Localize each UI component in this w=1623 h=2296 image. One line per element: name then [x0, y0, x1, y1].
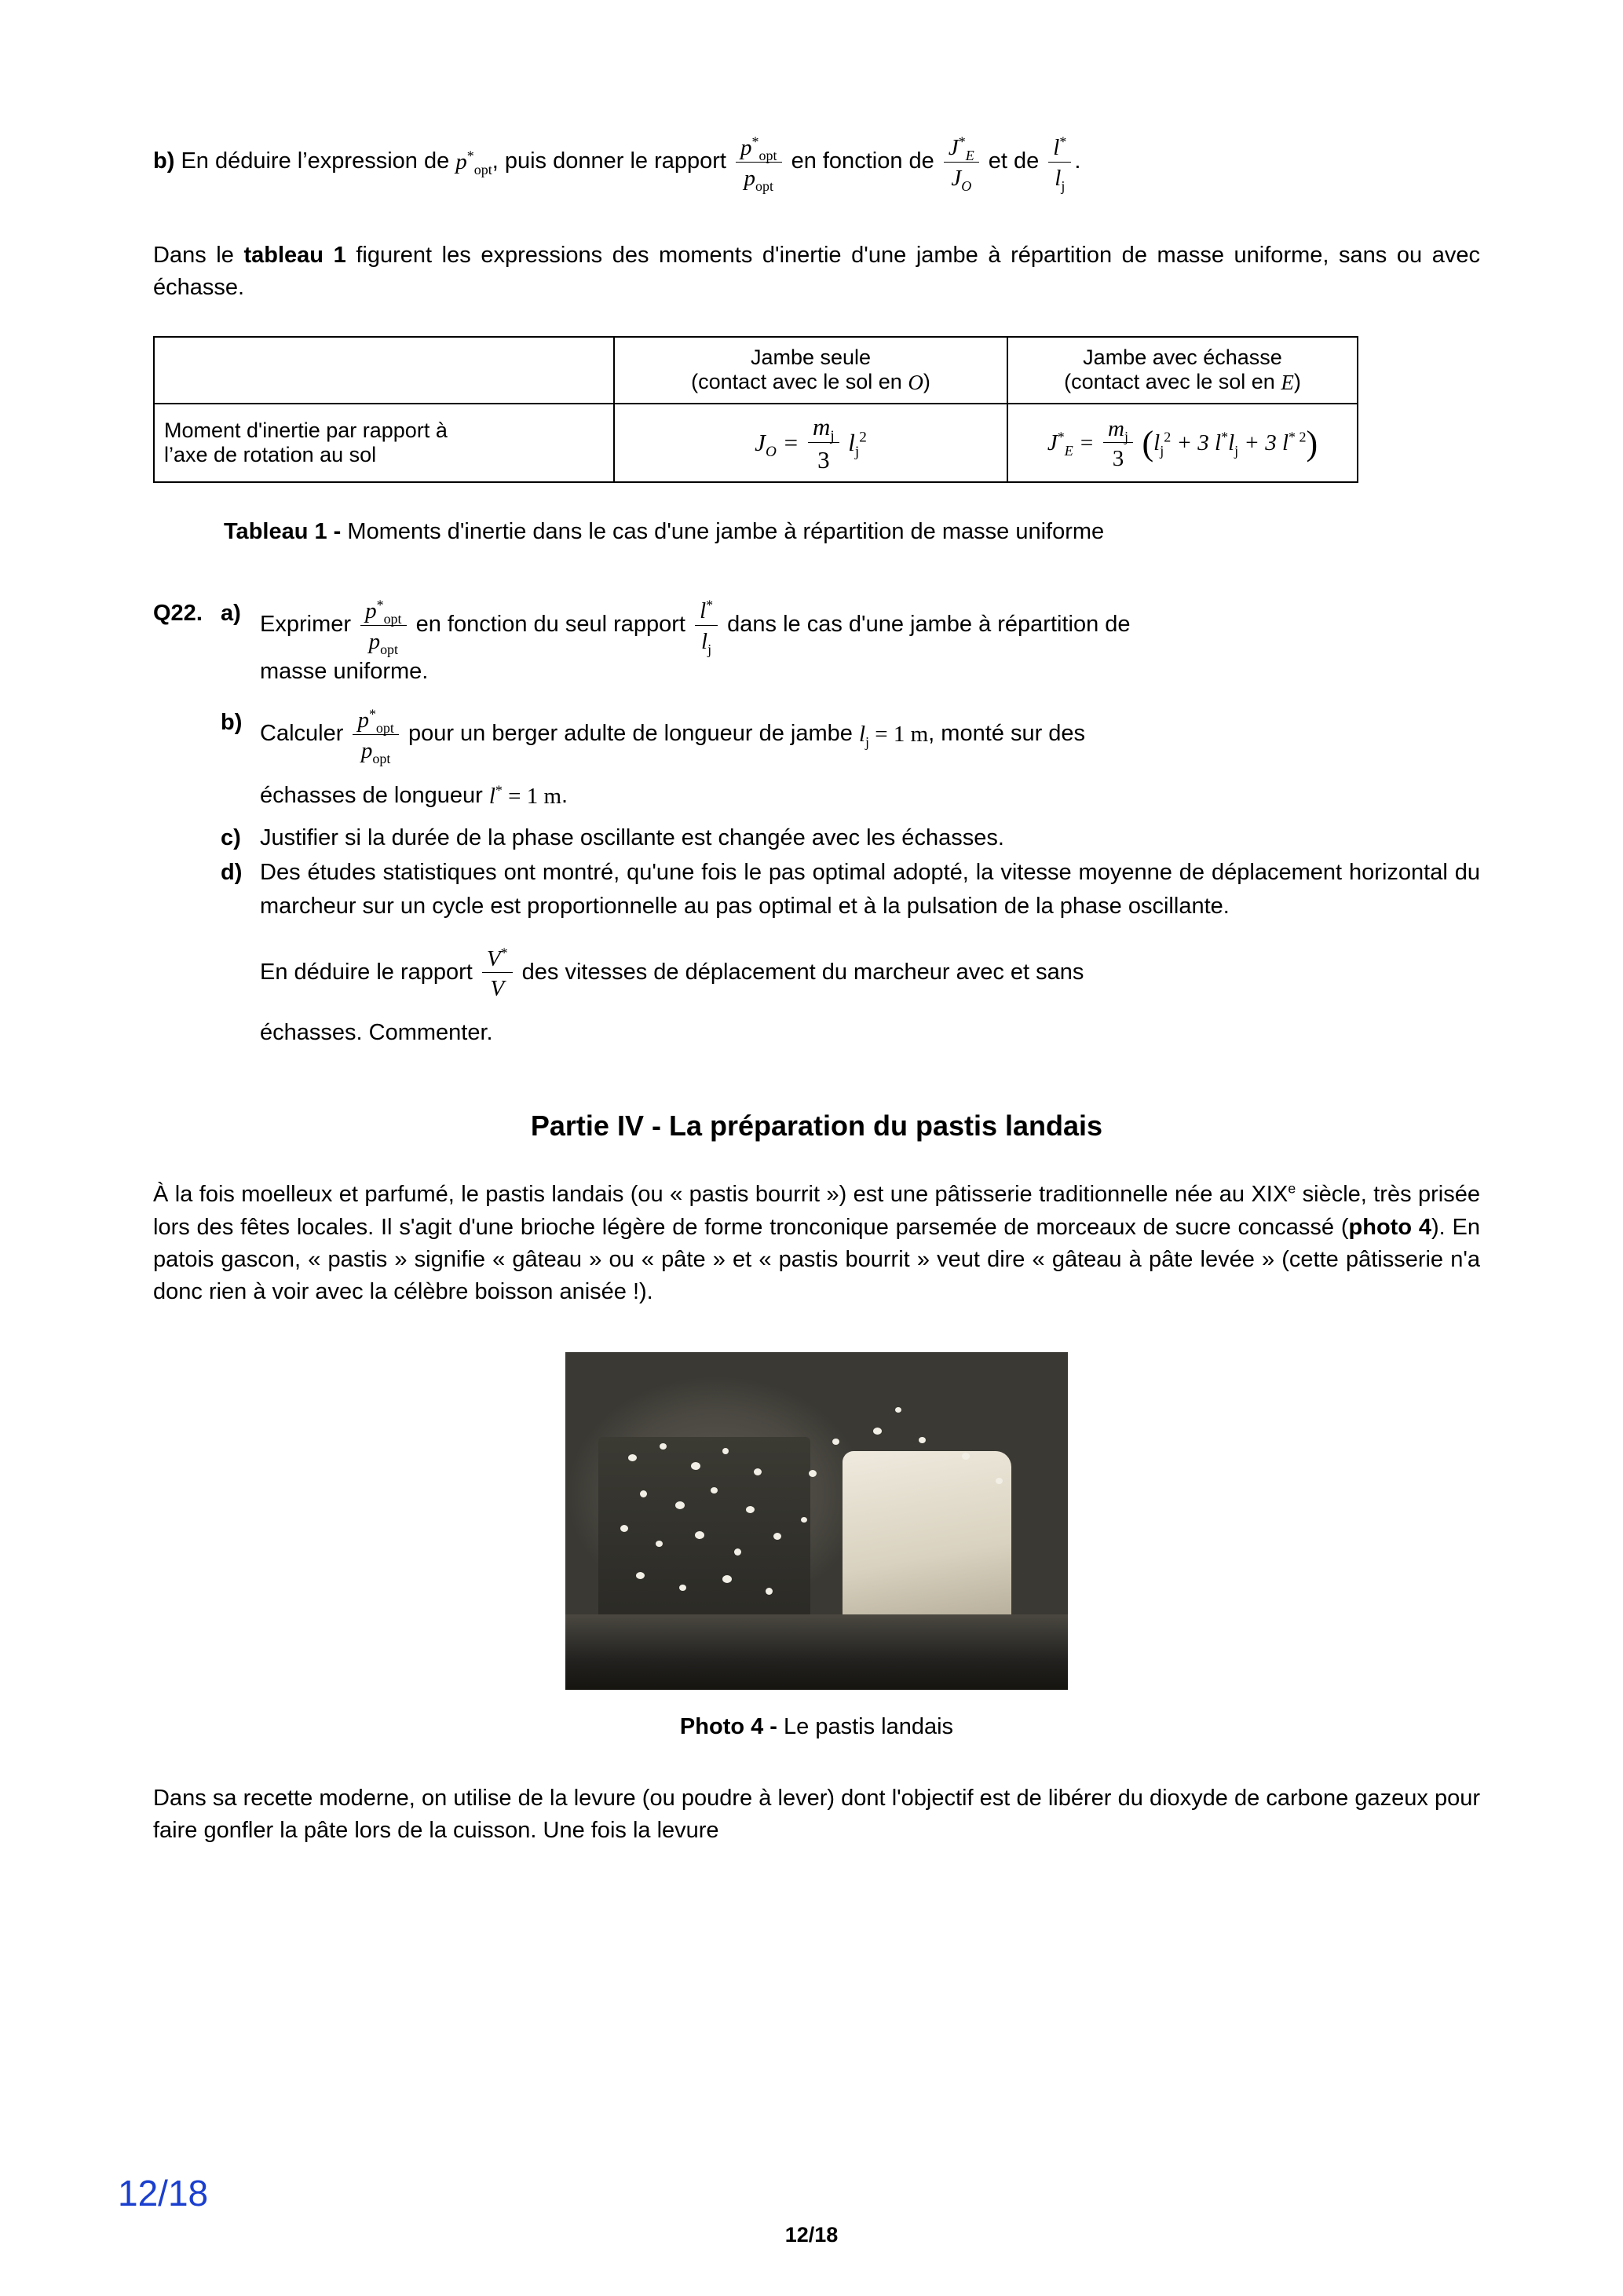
question-22b	[153, 706, 1480, 766]
table-cell-formula-je: $J^*_E$ = $\frac{m_j}{3}$ ($l_j^2 + 3$ $l^*l_j + 3$ $l^{* 2}$)	[1007, 404, 1358, 483]
question-22	[153, 597, 1480, 1050]
math-ratio-p-opt: $\frac{p^*_{opt}}{p_{opt}}$	[360, 597, 406, 654]
math-l-star-1m: l* = 1 m	[488, 782, 562, 809]
math-ratio-p-opt: $\frac{p^*_{opt}}{p_{opt}}$	[353, 706, 398, 763]
q22d-cont-1: En déduire le rapport	[260, 960, 473, 985]
page-number-footer: 12/18	[784, 2223, 839, 2247]
q22d-cont-2: des vitesses de déplacement du marcheur avec et sans	[521, 960, 1084, 985]
photo-slice	[843, 1451, 1011, 1622]
col2-line2-b: )	[923, 369, 930, 393]
col3-line2-a: (contact avec le sol en	[1064, 369, 1275, 393]
table-1-caption-text: Moments d'inertie dans le cas d'une jambe à répartition de masse uniforme	[347, 519, 1105, 545]
q22b-text-1: Calculer	[260, 721, 344, 747]
question-22b-marker: b)	[221, 710, 243, 736]
symbol-E: E	[1281, 370, 1294, 394]
intro-text-after: figurent les expressions des moments d'inertie d'une jambe à répartition de masse uniforme, sans ou avec échasse.	[153, 243, 1481, 301]
intro-table-ref: tableau 1	[243, 243, 346, 269]
symbol-O: O	[908, 370, 923, 394]
part-iv-heading: Partie IV - La préparation du pastis landais	[530, 1110, 1103, 1143]
math-ratio-v: $\frac{V^*}{V}$	[482, 945, 513, 1002]
question-22a-marker: a)	[221, 601, 241, 627]
intro-paragraph	[153, 239, 1480, 304]
q22b-cont-2: .	[561, 783, 568, 809]
question-22d-continuation-2: échasses. Commenter.	[260, 1019, 493, 1045]
question-b-text-5: .	[1074, 148, 1081, 174]
last-paragraph: Dans sa recette moderne, on utilise de la levure (ou poudre à lever) dont l'objectif est de libérer du dioxyde de carbone gazeux pour faire gonfler la pâte lors de la cuisson. Une fois la levure	[153, 1786, 1480, 1844]
question-b-top	[153, 133, 1480, 194]
question-22c-text: Justifier si la durée de la phase oscillante est changée avec les échasses.	[260, 825, 1004, 851]
table-1	[153, 336, 1358, 484]
math-ratio-j: $\frac{J^*_E}{J_O}$	[944, 133, 979, 191]
math-p-opt-star: $p^*_{opt}$	[455, 148, 492, 177]
question-b-text-3: en fonction de	[791, 148, 934, 174]
photo-4-pastis-landais	[565, 1352, 1068, 1690]
intro-text-before: Dans le	[153, 243, 234, 269]
math-ratio-l: $\frac{l^*}{l_j}$	[1048, 133, 1071, 191]
table-header-jambe-seule-line1: Jambe seule	[750, 345, 872, 369]
photo-4-caption-label: Photo 4 -	[679, 1714, 777, 1740]
table-header-jambe-seule	[614, 337, 1007, 404]
page-content	[153, 133, 1480, 1870]
q22a-text-3: dans le cas d'une jambe à répartition de	[727, 612, 1131, 638]
q22b-text-2: pour un berger adulte de longueur de jambe	[408, 721, 853, 747]
page-number-stamp: 12/18	[118, 2173, 209, 2214]
table-1-caption-label: Tableau 1 -	[224, 519, 342, 545]
photo-plate	[565, 1614, 1068, 1690]
question-b-text-2: , puis donner le rapport	[492, 148, 726, 174]
question-22d-marker: d)	[221, 859, 243, 885]
table-row	[154, 337, 1358, 404]
question-22d-continuation	[260, 945, 1480, 1002]
table-row	[154, 404, 1358, 483]
question-b-text-4: et de	[988, 148, 1040, 174]
math-ratio-l: $\frac{l^*}{l_j}$	[695, 597, 718, 654]
table-cell-formula-jo: $J_O$ = $\frac{m_j}{3}$ $l_j^2$	[614, 404, 1007, 483]
q22a-text-2: en fonction du seul rapport	[415, 612, 685, 638]
table-row-label-line2: l’axe de rotation au sol	[164, 443, 377, 467]
photo-4-caption-text: Le pastis landais	[784, 1714, 954, 1740]
question-b-marker: b)	[153, 148, 175, 174]
table-row-label	[154, 404, 614, 483]
q22b-text-3: , monté sur des	[928, 721, 1086, 747]
question-22d	[153, 856, 1480, 924]
question-22a-text	[260, 597, 1480, 657]
photo-4-caption	[153, 1714, 1480, 1740]
table-header-jambe-echasse-line2	[1018, 370, 1347, 395]
question-22a-continuation: masse uniforme.	[260, 658, 429, 684]
col3-line2-b: )	[1293, 369, 1301, 393]
question-22b-text	[260, 706, 1480, 766]
table-1-caption	[224, 519, 1480, 545]
question-22a	[153, 597, 1480, 657]
table-header-jambe-echasse-line1: Jambe avec échasse	[1083, 345, 1282, 369]
table-row-label-line1: Moment d'inertie par rapport à	[164, 419, 448, 443]
q22b-cont-1: échasses de longueur	[260, 783, 483, 809]
question-22-label: Q22.	[153, 601, 203, 627]
math-lj-1m: $l_j = 1$ m	[858, 721, 929, 750]
question-22d-text: Des études statistiques ont montré, qu'une fois le pas optimal adopté, la vitesse moyenne de déplacement horizontal du marcheur sur un cycle est proportionnelle au pas optimal et à la pulsation de la phase oscillante.	[260, 859, 1480, 919]
question-22b-continuation	[260, 779, 1480, 813]
question-22c	[153, 821, 1480, 856]
table-header-jambe-seule-line2	[624, 370, 997, 395]
col2-line2-a: (contact avec le sol en	[691, 369, 902, 393]
table-header-empty	[154, 337, 614, 404]
question-b-text-1: En déduire l’expression de	[181, 148, 450, 174]
table-header-jambe-echasse	[1007, 337, 1358, 404]
question-22c-marker: c)	[221, 825, 241, 851]
math-ratio-p-opt: $\frac{p^*_{opt}}{p_{opt}}$	[736, 133, 781, 191]
q22a-text-1: Exprimer	[260, 612, 352, 638]
photo-4-wrapper	[153, 1352, 1480, 1740]
part-iv-paragraph: À la fois moelleux et parfumé, le pastis landais (ou « pastis bourrit ») est une pâtisserie traditionnelle née au XIXe siècle, très prisée lors des fêtes locales. Il s'agit d'une brioche légère de forme tronconique parsemée de morceaux de sucre concassé (photo 4). En patois gascon, « pastis » signifie « gâteau » ou « pâte » et « pastis bourrit » veut dire « gâteau à pâte levée » (cette pâtisserie n'a donc rien à voir avec la célèbre boisson anisée !).	[153, 1180, 1481, 1304]
